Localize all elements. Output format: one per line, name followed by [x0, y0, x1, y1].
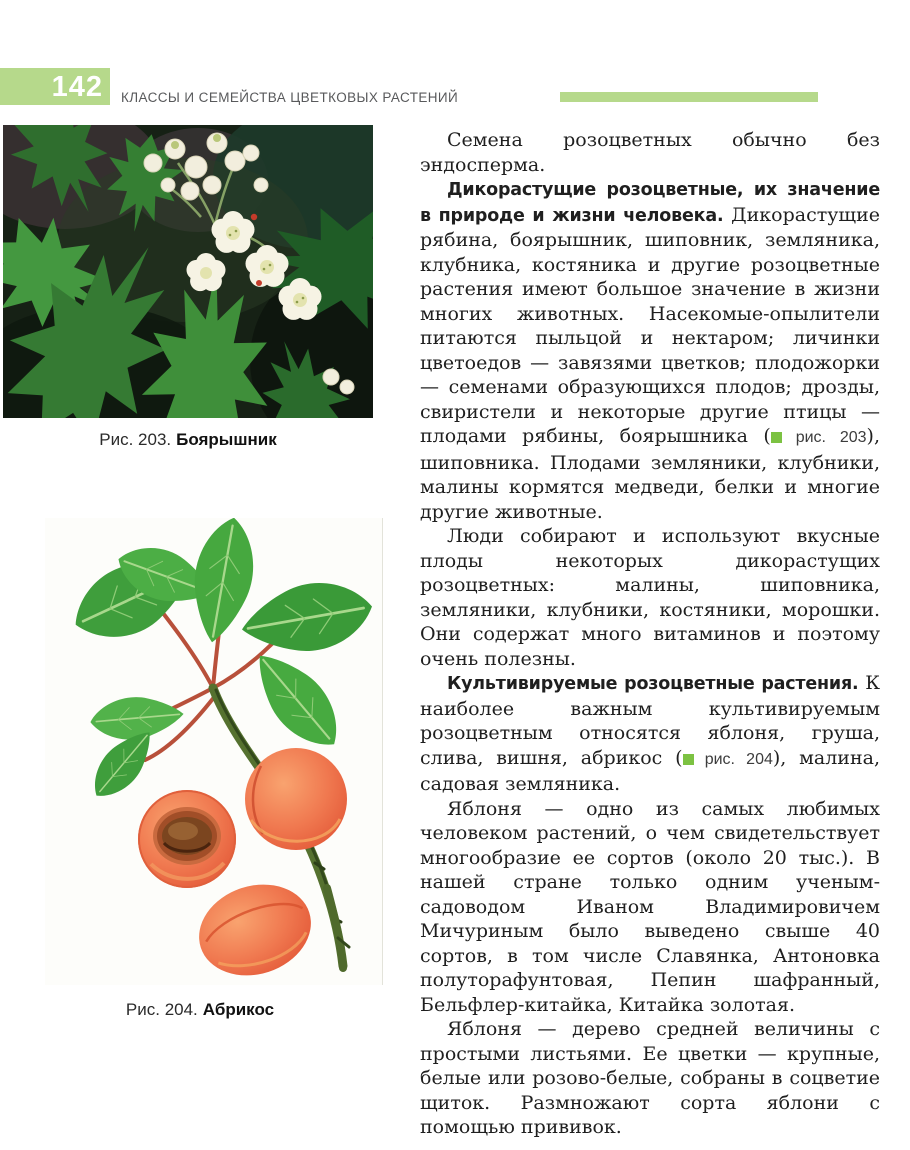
body-text: ), малина, садовая земляника. [420, 746, 880, 795]
body-text: Семена розоцветных обычно без эндосперма. [420, 129, 880, 176]
hawthorn-photo-image [3, 125, 373, 418]
paragraph [420, 177, 880, 524]
paragraph [420, 797, 880, 1018]
chapter-header: КЛАССЫ И СЕМЕЙСТВА ЦВЕТКОВЫХ РАСТЕНИЙ [121, 90, 459, 105]
figure-204-caption [25, 1000, 375, 1020]
body-text: ), шиповника. Плодами земляники, клубники, малины кормятся медведи, белки и многие другие животные. [420, 425, 880, 523]
caption-prefix: Рис. 204. [125, 1000, 198, 1019]
runin-heading: Дикорастущие розоцветные, их значение в природе и жизни человека. [420, 180, 880, 226]
body-text: Дикорастущие рябина, боярышник, шиповник, земляника, клубника, костяника и другие розоцветные растения имеют большое значение в жизни многих животных. Насекомые-опылители питаются пыльцой и нектаром; личинки цветоедов — завязями цветков; плодожорки — семенами образующихся плодов; дрозды, свиристели и некоторые другие птицы — плодами рябины, боярышника ( [420, 203, 880, 447]
figure-ref-icon [683, 754, 694, 765]
figure-203-caption [3, 430, 373, 450]
text-column [420, 128, 880, 1140]
caption-name: Боярышник [176, 430, 277, 449]
caption-name: Абрикос [202, 1000, 275, 1019]
figure-ref-icon [771, 432, 782, 443]
figure-204-apricot [45, 518, 383, 985]
figure-reference: рис. 203 [771, 429, 867, 446]
runin-heading: Культивируемые розоцветные растения. [447, 674, 866, 694]
caption-prefix: Рис. 203. [99, 430, 172, 449]
paragraph [420, 128, 880, 177]
page-number-badge [0, 68, 110, 105]
body-text: К наиболее важным культивируемым розоцветным относятся яблоня, груша, слива, вишня, абрикос ( [420, 672, 880, 769]
figure-reference: рис. 204 [683, 751, 773, 768]
paragraph [420, 524, 880, 671]
body-text: Яблоня — одно из самых любимых человеком растений, о чем свидетельствует многообразие ее сортов (около 20 тыс.). В нашей стране только одним ученым-садоводом Иваном Владимировичем Мичуриным было выведено свыше 40 сортов, в том числе Славянка, Антоновка полуторафунтовая, Пепин шафранный, Бельфлер-китайка, Китайка золотая. [420, 797, 880, 1016]
paragraph [420, 671, 880, 797]
page-number: 142 [51, 71, 103, 103]
body-text: Люди собирают и используют вкусные плоды некоторых дикорастущих розоцветных: малины, шиповника, земляники, клубники, костяники, морошки. Они содержат много витаминов и поэтому очень полезны. [420, 525, 880, 670]
figure-203-hawthorn [3, 125, 373, 418]
paragraph [420, 1017, 880, 1140]
apricot-illustration-image [45, 518, 382, 985]
header-accent-bar [560, 92, 818, 102]
body-text: Яблоня — дерево средней величины с простыми листьями. Ее цветки — крупные, белые или розово-белые, собраны в соцветие щиток. Размножают сорта яблони с помощью прививок. [420, 1018, 880, 1138]
